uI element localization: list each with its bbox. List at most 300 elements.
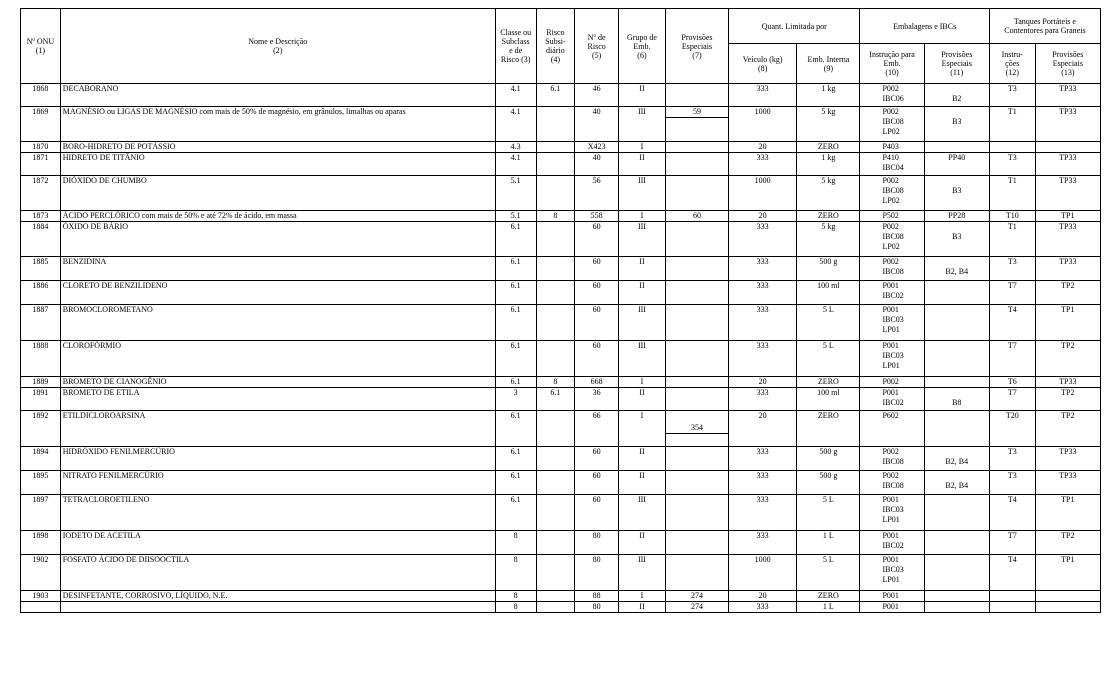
provisoes-emb-line: B2, B4 bbox=[945, 457, 969, 466]
provisoes-especiais-cell bbox=[665, 211, 728, 222]
instrucao-emb-line: IBC06 bbox=[882, 94, 904, 103]
instrucoes-tanques-cell: T6 bbox=[989, 377, 1035, 388]
classe-cell: 8 bbox=[495, 602, 536, 613]
classe-cell: 6.1 bbox=[495, 341, 536, 377]
table-row bbox=[21, 471, 1101, 495]
provisoes-especiais-value: 274 bbox=[690, 591, 703, 600]
name-cell: CLOROFÓRMIO bbox=[60, 341, 495, 377]
provisoes-especiais-cell bbox=[665, 602, 728, 613]
provisoes-emb-cell bbox=[924, 281, 989, 305]
instrucao-emb-cell bbox=[860, 142, 924, 153]
header-instrucao-emb: Instrução para Emb. (10) bbox=[860, 44, 924, 84]
emb-interna-cell: 100 ml bbox=[797, 281, 860, 305]
onu-cell: 1885 bbox=[21, 257, 61, 281]
veiculo-cell: 20 bbox=[729, 591, 797, 602]
instrucao-emb-line: P410 bbox=[882, 153, 899, 162]
provisoes-especiais-cell bbox=[665, 531, 728, 555]
provisoes-emb-cell bbox=[924, 591, 989, 602]
instrucoes-tanques-cell bbox=[989, 602, 1035, 613]
risco-subsidiario-cell: 6.1 bbox=[536, 84, 575, 107]
instrucao-emb-line: IBC08 bbox=[882, 117, 904, 126]
grupo-emb-cell: I bbox=[619, 377, 666, 388]
table-row bbox=[21, 107, 1101, 142]
provisoes-especiais-value: 60 bbox=[692, 211, 701, 220]
risco-subsidiario-cell bbox=[536, 531, 575, 555]
table-row bbox=[21, 176, 1101, 211]
provisoes-especiais-cell bbox=[665, 388, 728, 411]
name-cell: FOSFATO ÁCIDO DE DIISOOCTILA bbox=[60, 555, 495, 591]
instrucao-emb-line: P403 bbox=[882, 142, 899, 151]
name-cell: DECABORANO bbox=[60, 84, 495, 107]
provisoes-tanques-cell: TP33 bbox=[1035, 176, 1100, 211]
emb-interna-cell: 5 kg bbox=[797, 176, 860, 211]
provisoes-especiais-cell bbox=[665, 411, 728, 447]
provisoes-emb-cell bbox=[924, 471, 989, 495]
veiculo-cell: 333 bbox=[729, 341, 797, 377]
emb-interna-cell: 500 g bbox=[797, 471, 860, 495]
onu-cell: 1894 bbox=[21, 447, 61, 471]
classe-cell: 4.1 bbox=[495, 107, 536, 142]
risco-subsidiario-cell bbox=[536, 142, 575, 153]
grupo-emb-cell: I bbox=[619, 211, 666, 222]
emb-interna-cell: 1 kg bbox=[797, 153, 860, 176]
provisoes-especiais-cell bbox=[665, 142, 728, 153]
grupo-emb-cell: II bbox=[619, 447, 666, 471]
instrucao-emb-line: LP01 bbox=[882, 515, 900, 524]
provisoes-emb-cell bbox=[924, 257, 989, 281]
instrucao-emb-line: LP02 bbox=[882, 127, 900, 136]
instrucao-emb-line: IBC02 bbox=[882, 398, 904, 407]
provisoes-emb-line: PP28 bbox=[948, 211, 966, 220]
onu-cell: 1868 bbox=[21, 84, 61, 107]
instrucao-emb-cell bbox=[860, 377, 924, 388]
provisoes-emb-line bbox=[927, 127, 987, 137]
provisoes-emb-line bbox=[927, 591, 987, 601]
provisoes-tanques-cell: TP1 bbox=[1035, 495, 1100, 531]
provisoes-emb-line bbox=[927, 505, 987, 515]
grupo-emb-cell: III bbox=[619, 341, 666, 377]
emb-interna-cell: 1 kg bbox=[797, 84, 860, 107]
name-cell: BROMOCLOROMETANO bbox=[60, 305, 495, 341]
name-cell: BORO-HIDRETO DE POTÁSSIO bbox=[60, 142, 495, 153]
classe-cell: 8 bbox=[495, 555, 536, 591]
name-cell: HIDRÓXIDO FENILMERCÚRIO bbox=[60, 447, 495, 471]
veiculo-cell: 20 bbox=[729, 142, 797, 153]
provisoes-emb-line bbox=[927, 555, 987, 565]
table-row bbox=[21, 531, 1101, 555]
numero-risco-cell: 60 bbox=[575, 281, 619, 305]
classe-cell: 6.1 bbox=[495, 495, 536, 531]
emb-interna-cell: 5 L bbox=[797, 341, 860, 377]
provisoes-emb-line bbox=[927, 291, 987, 301]
grupo-emb-cell: II bbox=[619, 153, 666, 176]
instrucao-emb-cell bbox=[860, 495, 924, 531]
provisoes-tanques-cell: TP2 bbox=[1035, 281, 1100, 305]
provisoes-emb-cell bbox=[924, 176, 989, 211]
instrucoes-tanques-cell: T4 bbox=[989, 555, 1035, 591]
grupo-emb-cell: III bbox=[619, 555, 666, 591]
provisoes-emb-line: B3 bbox=[952, 232, 962, 241]
veiculo-cell: 20 bbox=[729, 377, 797, 388]
instrucao-emb-line: P002 bbox=[882, 222, 899, 231]
emb-interna-cell: 5 kg bbox=[797, 222, 860, 257]
provisoes-emb-line bbox=[927, 176, 987, 186]
provisoes-especiais-cell bbox=[665, 495, 728, 531]
instrucao-emb-line: IBC03 bbox=[882, 565, 904, 574]
instrucao-emb-cell bbox=[860, 281, 924, 305]
instrucao-emb-line: P001 bbox=[882, 388, 899, 397]
table-row bbox=[21, 591, 1101, 602]
provisoes-especiais-cell bbox=[665, 341, 728, 377]
provisoes-especiais-cell bbox=[665, 153, 728, 176]
instrucao-emb-line: IBC08 bbox=[882, 457, 904, 466]
onu-cell: 1886 bbox=[21, 281, 61, 305]
numero-risco-cell: 80 bbox=[575, 555, 619, 591]
provisoes-emb-line bbox=[927, 565, 987, 575]
instrucao-emb-line: P002 bbox=[882, 447, 899, 456]
grupo-emb-cell: II bbox=[619, 531, 666, 555]
provisoes-especiais-cell bbox=[665, 222, 728, 257]
veiculo-cell: 333 bbox=[729, 84, 797, 107]
instrucao-emb-cell bbox=[860, 107, 924, 142]
instrucoes-tanques-cell: T3 bbox=[989, 153, 1035, 176]
provisoes-emb-line bbox=[927, 325, 987, 335]
instrucao-emb-cell bbox=[860, 388, 924, 411]
onu-cell: 1871 bbox=[21, 153, 61, 176]
veiculo-cell: 1000 bbox=[729, 555, 797, 591]
provisoes-emb-line bbox=[927, 222, 987, 232]
instrucao-emb-line: P001 bbox=[882, 591, 899, 600]
classe-cell: 4.3 bbox=[495, 142, 536, 153]
table-row bbox=[21, 305, 1101, 341]
numero-risco-cell: 668 bbox=[575, 377, 619, 388]
instrucao-emb-line: P002 bbox=[882, 176, 899, 185]
numero-risco-cell: 60 bbox=[575, 471, 619, 495]
instrucao-emb-line: IBC08 bbox=[882, 186, 904, 195]
instrucao-emb-line: P001 bbox=[882, 495, 899, 504]
onu-cell: 1891 bbox=[21, 388, 61, 411]
classe-cell: 6.1 bbox=[495, 305, 536, 341]
grupo-emb-cell: II bbox=[619, 257, 666, 281]
header-nome: Nome e Descrição (2) bbox=[60, 9, 495, 84]
provisoes-emb-cell bbox=[924, 305, 989, 341]
instrucao-emb-cell bbox=[860, 411, 924, 447]
provisoes-emb-cell bbox=[924, 211, 989, 222]
header-provisoes-tanques: Provisões Especiais (13) bbox=[1035, 44, 1100, 84]
instrucao-emb-cell bbox=[860, 176, 924, 211]
onu-cell: 1884 bbox=[21, 222, 61, 257]
provisoes-emb-line bbox=[927, 531, 987, 541]
numero-risco-cell: 60 bbox=[575, 305, 619, 341]
emb-interna-cell: 1 L bbox=[797, 531, 860, 555]
risco-subsidiario-cell: 8 bbox=[536, 211, 575, 222]
grupo-emb-cell: II bbox=[619, 388, 666, 411]
classe-cell: 8 bbox=[495, 591, 536, 602]
instrucoes-tanques-cell bbox=[989, 591, 1035, 602]
provisoes-especiais-cell bbox=[665, 257, 728, 281]
provisoes-tanques-cell: TP33 bbox=[1035, 153, 1100, 176]
instrucao-emb-line: LP01 bbox=[882, 575, 900, 584]
provisoes-especiais-value: 354 bbox=[690, 423, 703, 432]
provisoes-especiais-value: 274 bbox=[690, 602, 703, 611]
numero-risco-cell: 60 bbox=[575, 341, 619, 377]
veiculo-cell: 333 bbox=[729, 471, 797, 495]
classe-cell: 6.1 bbox=[495, 447, 536, 471]
emb-interna-cell: ZERO bbox=[797, 211, 860, 222]
provisoes-emb-cell bbox=[924, 107, 989, 142]
provisoes-emb-line: B3 bbox=[952, 186, 962, 195]
veiculo-cell: 333 bbox=[729, 388, 797, 411]
classe-cell: 6.1 bbox=[495, 411, 536, 447]
instrucoes-tanques-cell: T20 bbox=[989, 411, 1035, 447]
provisoes-emb-line bbox=[927, 575, 987, 585]
numero-risco-cell: 36 bbox=[575, 388, 619, 411]
name-cell bbox=[60, 602, 495, 613]
instrucao-emb-line: P001 bbox=[882, 305, 899, 314]
header-provisoes-especiais: Provisões Especiais (7) bbox=[665, 9, 728, 84]
classe-cell: 6.1 bbox=[495, 471, 536, 495]
grupo-emb-cell: I bbox=[619, 591, 666, 602]
instrucao-emb-line: IBC03 bbox=[882, 351, 904, 360]
name-cell: CLORETO DE BENZILIDENO bbox=[60, 281, 495, 305]
emb-interna-cell: 500 g bbox=[797, 257, 860, 281]
instrucao-emb-cell bbox=[860, 257, 924, 281]
onu-cell: 1897 bbox=[21, 495, 61, 531]
instrucao-emb-cell bbox=[860, 211, 924, 222]
emb-interna-cell: 1 L bbox=[797, 602, 860, 613]
instrucoes-tanques-cell: T3 bbox=[989, 257, 1035, 281]
instrucao-emb-line: LP02 bbox=[882, 242, 900, 251]
instrucoes-tanques-cell: T10 bbox=[989, 211, 1035, 222]
risco-subsidiario-cell bbox=[536, 281, 575, 305]
table-row bbox=[21, 84, 1101, 107]
table-row bbox=[21, 257, 1101, 281]
header-instrucoes-tanques: Instru- ções (12) bbox=[989, 44, 1035, 84]
emb-interna-cell: 5 kg bbox=[797, 107, 860, 142]
classe-cell: 5.1 bbox=[495, 211, 536, 222]
table-row bbox=[21, 341, 1101, 377]
onu-cell: 1898 bbox=[21, 531, 61, 555]
header-tanques-portateis: Tanques Portáteis e Contentores para Graneis bbox=[989, 9, 1100, 44]
veiculo-cell: 1000 bbox=[729, 176, 797, 211]
classe-cell: 5.1 bbox=[495, 176, 536, 211]
grupo-emb-cell: II bbox=[619, 281, 666, 305]
instrucoes-tanques-cell: T1 bbox=[989, 107, 1035, 142]
numero-risco-cell: X423 bbox=[575, 142, 619, 153]
onu-cell: 1892 bbox=[21, 411, 61, 447]
provisoes-especiais-cell bbox=[665, 447, 728, 471]
grupo-emb-cell: I bbox=[619, 142, 666, 153]
classe-cell: 4.1 bbox=[495, 84, 536, 107]
instrucao-emb-line: IBC03 bbox=[882, 315, 904, 324]
instrucao-emb-line: P002 bbox=[882, 471, 899, 480]
provisoes-emb-cell bbox=[924, 555, 989, 591]
name-cell: DIÓXIDO DE CHUMBO bbox=[60, 176, 495, 211]
instrucao-emb-cell bbox=[860, 471, 924, 495]
provisoes-emb-line: B8 bbox=[952, 398, 962, 407]
provisoes-especiais-cell bbox=[665, 281, 728, 305]
table-row bbox=[21, 411, 1101, 447]
provisoes-emb-cell bbox=[924, 377, 989, 388]
provisoes-emb-cell bbox=[924, 84, 989, 107]
veiculo-cell: 333 bbox=[729, 495, 797, 531]
table-row bbox=[21, 555, 1101, 591]
onu-cell: 1888 bbox=[21, 341, 61, 377]
provisoes-emb-line: B2, B4 bbox=[945, 481, 969, 490]
grupo-emb-cell: III bbox=[619, 176, 666, 211]
instrucao-emb-line: LP02 bbox=[882, 196, 900, 205]
risco-subsidiario-cell bbox=[536, 447, 575, 471]
provisoes-tanques-cell: TP33 bbox=[1035, 222, 1100, 257]
instrucao-emb-cell bbox=[860, 447, 924, 471]
veiculo-cell: 333 bbox=[729, 305, 797, 341]
name-cell: HIDRETO DE TITÂNIO bbox=[60, 153, 495, 176]
risco-subsidiario-cell bbox=[536, 257, 575, 281]
name-cell: IODETO DE ACETILA bbox=[60, 531, 495, 555]
grupo-emb-cell: III bbox=[619, 222, 666, 257]
provisoes-emb-line bbox=[927, 196, 987, 206]
onu-cell: 1873 bbox=[21, 211, 61, 222]
instrucoes-tanques-cell: T7 bbox=[989, 341, 1035, 377]
emb-interna-cell: ZERO bbox=[797, 142, 860, 153]
emb-interna-cell: 5 L bbox=[797, 305, 860, 341]
provisoes-tanques-cell bbox=[1035, 591, 1100, 602]
provisoes-especiais-cell bbox=[665, 377, 728, 388]
instrucoes-tanques-cell: T7 bbox=[989, 281, 1035, 305]
header-classe: Classe ou Subclass e de Risco (3) bbox=[495, 9, 536, 84]
veiculo-cell: 333 bbox=[729, 602, 797, 613]
instrucoes-tanques-cell bbox=[989, 142, 1035, 153]
risco-subsidiario-cell bbox=[536, 153, 575, 176]
instrucao-emb-line: P602 bbox=[882, 411, 899, 420]
classe-cell: 6.1 bbox=[495, 281, 536, 305]
name-cell: ÁCIDO PERCLÓRICO com mais de 50% e até 72% de ácido, em massa bbox=[60, 211, 495, 222]
name-cell: BROMETO DE ETILA bbox=[60, 388, 495, 411]
emb-interna-cell: 500 g bbox=[797, 447, 860, 471]
grupo-emb-cell: II bbox=[619, 84, 666, 107]
veiculo-cell: 333 bbox=[729, 531, 797, 555]
name-cell: ÓXIDO DE BÁRIO bbox=[60, 222, 495, 257]
veiculo-cell: 20 bbox=[729, 211, 797, 222]
table-row bbox=[21, 447, 1101, 471]
risco-subsidiario-cell bbox=[536, 222, 575, 257]
provisoes-emb-cell bbox=[924, 341, 989, 377]
instrucao-emb-cell bbox=[860, 591, 924, 602]
classe-cell: 8 bbox=[495, 531, 536, 555]
risco-subsidiario-cell bbox=[536, 341, 575, 377]
provisoes-tanques-cell: TP33 bbox=[1035, 447, 1100, 471]
numero-risco-cell: 60 bbox=[575, 222, 619, 257]
provisoes-emb-cell bbox=[924, 495, 989, 531]
instrucao-emb-cell bbox=[860, 305, 924, 341]
provisoes-especiais-cell bbox=[665, 555, 728, 591]
provisoes-emb-cell bbox=[924, 153, 989, 176]
instrucao-emb-line: LP01 bbox=[882, 325, 900, 334]
numero-risco-cell: 80 bbox=[575, 531, 619, 555]
table-row bbox=[21, 211, 1101, 222]
header-quant-limitada: Quant. Limitada por bbox=[729, 9, 860, 44]
header-numero-risco: Nº de Risco (5) bbox=[575, 9, 619, 84]
instrucoes-tanques-cell: T4 bbox=[989, 305, 1035, 341]
name-cell: ETILDICLOROARSINA bbox=[60, 411, 495, 447]
provisoes-emb-line bbox=[927, 495, 987, 505]
instrucao-emb-cell bbox=[860, 341, 924, 377]
table-row bbox=[21, 142, 1101, 153]
header-emb-interna: Emb. Interna (9) bbox=[797, 44, 860, 84]
veiculo-cell: 333 bbox=[729, 447, 797, 471]
provisoes-emb-cell bbox=[924, 388, 989, 411]
emb-interna-cell: 5 L bbox=[797, 555, 860, 591]
veiculo-cell: 20 bbox=[729, 411, 797, 447]
table-row bbox=[21, 388, 1101, 411]
instrucao-emb-line: P001 bbox=[882, 555, 899, 564]
risco-subsidiario-cell: 8 bbox=[536, 377, 575, 388]
instrucao-emb-cell bbox=[860, 602, 924, 613]
provisoes-tanques-cell bbox=[1035, 142, 1100, 153]
onu-cell: 1903 bbox=[21, 591, 61, 602]
table-row bbox=[21, 495, 1101, 531]
numero-risco-cell: 80 bbox=[575, 602, 619, 613]
provisoes-emb-line bbox=[927, 515, 987, 525]
instrucoes-tanques-cell: T1 bbox=[989, 176, 1035, 211]
instrucao-emb-line: IBC08 bbox=[882, 232, 904, 241]
instrucoes-tanques-cell: T7 bbox=[989, 531, 1035, 555]
instrucao-emb-line: IBC02 bbox=[882, 541, 904, 550]
emb-interna-cell: ZERO bbox=[797, 377, 860, 388]
provisoes-emb-line bbox=[927, 361, 987, 371]
provisoes-emb-line bbox=[927, 257, 987, 267]
instrucoes-tanques-cell: T7 bbox=[989, 388, 1035, 411]
provisoes-tanques-cell: TP33 bbox=[1035, 257, 1100, 281]
instrucao-emb-cell bbox=[860, 84, 924, 107]
instrucoes-tanques-cell: T3 bbox=[989, 447, 1035, 471]
instrucao-emb-cell bbox=[860, 555, 924, 591]
provisoes-especiais-cell bbox=[665, 107, 728, 142]
onu-cell: 1869 bbox=[21, 107, 61, 142]
instrucao-emb-cell bbox=[860, 153, 924, 176]
name-cell: TETRACLOROETILENO bbox=[60, 495, 495, 531]
provisoes-emb-line bbox=[927, 341, 987, 351]
provisoes-especiais-cell bbox=[665, 471, 728, 495]
name-cell: NITRATO FENILMERCÚRIO bbox=[60, 471, 495, 495]
risco-subsidiario-cell bbox=[536, 305, 575, 341]
risco-subsidiario-cell bbox=[536, 107, 575, 142]
instrucao-emb-line: IBC08 bbox=[882, 267, 904, 276]
header-embalagens-ibcs: Embalagens e IBCs bbox=[860, 9, 989, 44]
risco-subsidiario-cell bbox=[536, 555, 575, 591]
provisoes-emb-line bbox=[927, 84, 987, 94]
classe-cell: 6.1 bbox=[495, 257, 536, 281]
numero-risco-cell: 46 bbox=[575, 84, 619, 107]
provisoes-especiais-cell bbox=[665, 591, 728, 602]
provisoes-emb-line bbox=[927, 447, 987, 457]
emb-interna-cell: ZERO bbox=[797, 411, 860, 447]
name-cell: BROMETO DE CIANOGÊNIO bbox=[60, 377, 495, 388]
header-veiculo: Veículo (kg) (8) bbox=[729, 44, 797, 84]
classe-cell: 6.1 bbox=[495, 377, 536, 388]
instrucoes-tanques-cell: T3 bbox=[989, 471, 1035, 495]
classe-cell: 4.1 bbox=[495, 153, 536, 176]
table-row bbox=[21, 602, 1101, 613]
provisoes-tanques-cell bbox=[1035, 602, 1100, 613]
table-body bbox=[21, 84, 1101, 613]
provisoes-emb-line bbox=[927, 142, 987, 152]
provisoes-tanques-cell: TP2 bbox=[1035, 341, 1100, 377]
provisoes-emb-line bbox=[927, 471, 987, 481]
provisoes-emb-line bbox=[927, 242, 987, 252]
header-onu: Nº ONU (1) bbox=[21, 9, 61, 84]
veiculo-cell: 333 bbox=[729, 281, 797, 305]
